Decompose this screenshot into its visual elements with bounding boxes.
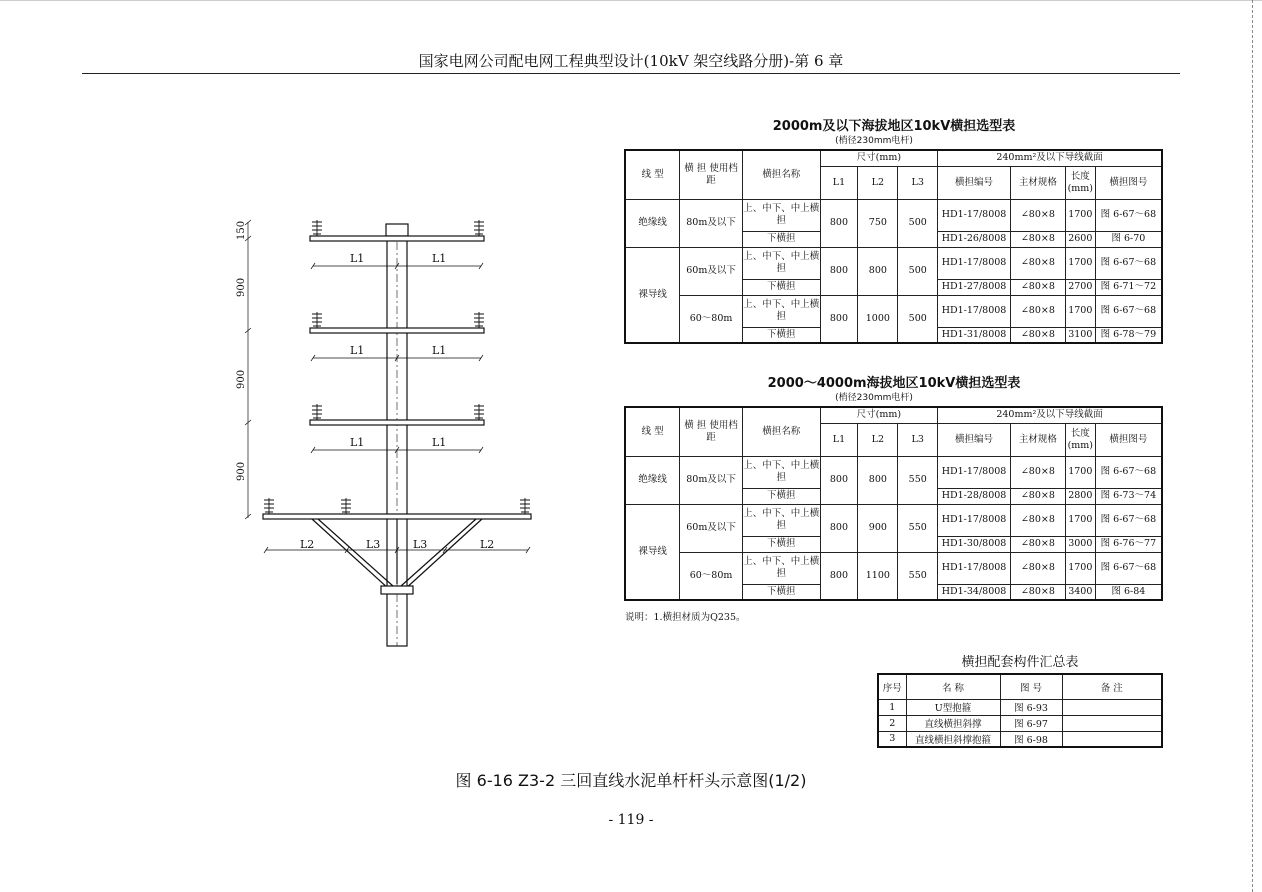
cell-l2: 750 bbox=[858, 199, 898, 247]
sum-cell-name: 直线横担斜撑抱箍 bbox=[906, 731, 1000, 747]
cell-code: HD1-17/8008 bbox=[938, 456, 1011, 488]
summary-table bbox=[877, 673, 1163, 748]
cell-code: HD1-34/8008 bbox=[938, 584, 1011, 600]
crossarm-1 bbox=[310, 236, 484, 241]
cell-name: 下横担 bbox=[742, 536, 820, 552]
th-section: 240mm²及以下导线截面 bbox=[938, 150, 1162, 166]
th-l1: L1 bbox=[820, 166, 858, 199]
cell-length: 1700 bbox=[1065, 247, 1095, 279]
cell-code: HD1-17/8008 bbox=[938, 199, 1011, 231]
crossarm-2 bbox=[310, 328, 484, 333]
sum-cell-no: 3 bbox=[878, 731, 906, 747]
dim-L1-3b: L1 bbox=[432, 436, 447, 449]
cell-type: 裸导线 bbox=[625, 247, 680, 343]
th-line-type: 线 型 bbox=[625, 150, 680, 199]
table-row bbox=[878, 699, 1162, 715]
cell-name: 上、中下、中上横担 bbox=[742, 247, 820, 279]
cell-spec: ∠80×8 bbox=[1010, 231, 1065, 247]
th-name: 横担名称 bbox=[742, 407, 820, 456]
th-section: 240mm²及以下导线截面 bbox=[938, 407, 1162, 423]
cell-spec: ∠80×8 bbox=[1010, 199, 1065, 231]
table-note: 说明：1.横担材质为Q235。 bbox=[625, 612, 746, 623]
cell-drawing: 图 6-71～72 bbox=[1095, 279, 1162, 295]
cell-spec: ∠80×8 bbox=[1010, 327, 1065, 343]
cell-length: 1700 bbox=[1065, 552, 1095, 584]
cell-name: 下横担 bbox=[742, 327, 820, 343]
cell-l1: 800 bbox=[820, 247, 858, 295]
cell-drawing: 图 6-78～79 bbox=[1095, 327, 1162, 343]
cell-length: 3400 bbox=[1065, 584, 1095, 600]
cell-length: 1700 bbox=[1065, 199, 1095, 231]
cell-spec: ∠80×8 bbox=[1010, 504, 1065, 536]
table1-title: 2000m及以下海拔地区10kV横担选型表 bbox=[772, 119, 1016, 134]
cell-spec: ∠80×8 bbox=[1010, 295, 1065, 327]
cell-length: 1700 bbox=[1065, 456, 1095, 488]
sum-cell-remark bbox=[1062, 715, 1162, 731]
page-header: 国家电网公司配电网工程典型设计(10kV 架空线路分册)-第 6 章 bbox=[418, 52, 844, 70]
sum-cell-no: 1 bbox=[878, 699, 906, 715]
figure-caption: 图 6-16 Z3-2 三回直线水泥单杆杆头示意图(1/2) bbox=[455, 771, 807, 790]
cell-code: HD1-28/8008 bbox=[938, 488, 1011, 504]
th-spec: 主材规格 bbox=[1010, 166, 1065, 199]
th-span: 横 担 使用档距 bbox=[680, 407, 743, 456]
th-l1: L1 bbox=[820, 423, 858, 456]
cell-drawing: 图 6-73～74 bbox=[1095, 488, 1162, 504]
cell-l3: 500 bbox=[898, 247, 938, 295]
cell-drawing: 图 6-67～68 bbox=[1095, 199, 1162, 231]
table2-title: 2000～4000m海拔地区10kV横担选型表 bbox=[767, 376, 1021, 391]
cell-span: 60～80m bbox=[680, 295, 743, 343]
page-number: - 119 - bbox=[608, 812, 654, 828]
dim-L2-a: L2 bbox=[300, 538, 315, 551]
cell-l3: 550 bbox=[898, 456, 938, 504]
cell-code: HD1-17/8008 bbox=[938, 552, 1011, 584]
sum-cell-drawing: 图 6-97 bbox=[1000, 715, 1062, 731]
cell-name: 下横担 bbox=[742, 231, 820, 247]
th-line-type: 线 型 bbox=[625, 407, 680, 456]
dim-L2-b: L2 bbox=[480, 538, 495, 551]
cell-l1: 800 bbox=[820, 199, 858, 247]
dim-L1-1a: L1 bbox=[350, 252, 365, 265]
dim-900-2: 900 bbox=[236, 369, 247, 389]
cell-length: 2800 bbox=[1065, 488, 1095, 504]
dim-L3-a: L3 bbox=[366, 538, 381, 551]
sum-cell-drawing: 图 6-93 bbox=[1000, 699, 1062, 715]
cell-drawing: 图 6-70 bbox=[1095, 231, 1162, 247]
brace-clamp bbox=[381, 586, 413, 594]
cell-name: 下横担 bbox=[742, 279, 820, 295]
summary-title: 横担配套构件汇总表 bbox=[961, 655, 1079, 670]
table-row bbox=[625, 199, 1162, 231]
sum-cell-name: U型抱箍 bbox=[906, 699, 1000, 715]
cell-name: 下横担 bbox=[742, 488, 820, 504]
cell-l1: 800 bbox=[820, 504, 858, 552]
cell-spec: ∠80×8 bbox=[1010, 247, 1065, 279]
sum-th-name: 名 称 bbox=[906, 674, 1000, 699]
cell-drawing: 图 6-67～68 bbox=[1095, 504, 1162, 536]
cell-spec: ∠80×8 bbox=[1010, 536, 1065, 552]
dim-L1-2b: L1 bbox=[432, 344, 447, 357]
cell-l3: 500 bbox=[898, 295, 938, 343]
cell-span: 60m及以下 bbox=[680, 504, 743, 552]
cell-code: HD1-17/8008 bbox=[938, 504, 1011, 536]
cell-length: 2600 bbox=[1065, 231, 1095, 247]
cell-span: 60～80m bbox=[680, 552, 743, 600]
cell-span: 60m及以下 bbox=[680, 247, 743, 295]
cell-name: 上、中下、中上横担 bbox=[742, 295, 820, 327]
cell-type: 绝缘线 bbox=[625, 456, 680, 504]
cell-length: 3100 bbox=[1065, 327, 1095, 343]
sum-th-drawing: 图 号 bbox=[1000, 674, 1062, 699]
cell-spec: ∠80×8 bbox=[1010, 456, 1065, 488]
sum-th-no: 序号 bbox=[878, 674, 906, 699]
cell-code: HD1-30/8008 bbox=[938, 536, 1011, 552]
table-row bbox=[878, 715, 1162, 731]
th-spec: 主材规格 bbox=[1010, 423, 1065, 456]
table1-subtitle: (梢径230mm电杆) bbox=[835, 136, 913, 146]
th-drawing: 横担图号 bbox=[1095, 423, 1162, 456]
th-length: 长度 (mm) bbox=[1065, 423, 1095, 456]
header-rule bbox=[82, 73, 1180, 74]
dim-900-3: 900 bbox=[236, 461, 247, 481]
sum-th-remark: 备 注 bbox=[1062, 674, 1162, 699]
th-size: 尺寸(mm) bbox=[820, 407, 938, 423]
dim-L1-1b: L1 bbox=[432, 252, 447, 265]
crossarm-4 bbox=[263, 514, 531, 519]
th-l3: L3 bbox=[898, 423, 938, 456]
cell-l1: 800 bbox=[820, 295, 858, 343]
cell-l2: 800 bbox=[858, 247, 898, 295]
table2 bbox=[624, 406, 1163, 601]
page-top-border bbox=[0, 0, 1262, 1]
cell-l2: 800 bbox=[858, 456, 898, 504]
cell-drawing: 图 6-67～68 bbox=[1095, 456, 1162, 488]
cell-spec: ∠80×8 bbox=[1010, 488, 1065, 504]
table-row bbox=[625, 552, 1162, 584]
th-size: 尺寸(mm) bbox=[820, 150, 938, 166]
cell-spec: ∠80×8 bbox=[1010, 279, 1065, 295]
table-row bbox=[625, 295, 1162, 327]
cell-name: 上、中下、中上横担 bbox=[742, 504, 820, 536]
cell-l3: 550 bbox=[898, 504, 938, 552]
cell-l3: 550 bbox=[898, 552, 938, 600]
cell-drawing: 图 6-67～68 bbox=[1095, 552, 1162, 584]
table-row bbox=[625, 504, 1162, 536]
cell-drawing: 图 6-84 bbox=[1095, 584, 1162, 600]
th-span: 横 担 使用档距 bbox=[680, 150, 743, 199]
sum-cell-no: 2 bbox=[878, 715, 906, 731]
sum-cell-drawing: 图 6-98 bbox=[1000, 731, 1062, 747]
cell-span: 80m及以下 bbox=[680, 199, 743, 247]
th-drawing: 横担图号 bbox=[1095, 166, 1162, 199]
cell-drawing: 图 6-67～68 bbox=[1095, 295, 1162, 327]
cell-type: 裸导线 bbox=[625, 504, 680, 600]
cell-code: HD1-17/8008 bbox=[938, 295, 1011, 327]
th-name: 横担名称 bbox=[742, 150, 820, 199]
th-code: 横担编号 bbox=[938, 166, 1011, 199]
cell-l2: 900 bbox=[858, 504, 898, 552]
cell-length: 3000 bbox=[1065, 536, 1095, 552]
pole-top-cap bbox=[386, 224, 408, 236]
table-row bbox=[878, 731, 1162, 747]
cell-spec: ∠80×8 bbox=[1010, 552, 1065, 584]
cell-length: 2700 bbox=[1065, 279, 1095, 295]
cell-spec: ∠80×8 bbox=[1010, 584, 1065, 600]
cell-code: HD1-27/8008 bbox=[938, 279, 1011, 295]
dim-L1-2a: L1 bbox=[350, 344, 365, 357]
cell-l1: 800 bbox=[820, 552, 858, 600]
th-code: 横担编号 bbox=[938, 423, 1011, 456]
th-length: 长度 (mm) bbox=[1065, 166, 1095, 199]
cell-name: 上、中下、中上横担 bbox=[742, 199, 820, 231]
cell-code: HD1-17/8008 bbox=[938, 247, 1011, 279]
th-l3: L3 bbox=[898, 166, 938, 199]
crossarm-3 bbox=[310, 420, 484, 425]
sum-cell-remark bbox=[1062, 731, 1162, 747]
pole-drawing bbox=[225, 205, 545, 660]
cell-type: 绝缘线 bbox=[625, 199, 680, 247]
cell-name: 上、中下、中上横担 bbox=[742, 456, 820, 488]
table1 bbox=[624, 149, 1163, 344]
table-row bbox=[625, 247, 1162, 279]
dim-900-1: 900 bbox=[236, 277, 247, 297]
th-l2: L2 bbox=[858, 423, 898, 456]
dim-L1-3a: L1 bbox=[350, 436, 365, 449]
dim-150: 150 bbox=[236, 220, 247, 240]
cell-l2: 1100 bbox=[858, 552, 898, 600]
cell-length: 1700 bbox=[1065, 295, 1095, 327]
cell-code: HD1-31/8008 bbox=[938, 327, 1011, 343]
cell-l2: 1000 bbox=[858, 295, 898, 343]
cell-l3: 500 bbox=[898, 199, 938, 247]
cell-name: 上、中下、中上横担 bbox=[742, 552, 820, 584]
table2-subtitle: (梢径230mm电杆) bbox=[835, 393, 913, 403]
cell-code: HD1-26/8008 bbox=[938, 231, 1011, 247]
cell-l1: 800 bbox=[820, 456, 858, 504]
cell-span: 80m及以下 bbox=[680, 456, 743, 504]
sum-cell-name: 直线横担斜撑 bbox=[906, 715, 1000, 731]
table-row bbox=[625, 456, 1162, 488]
th-l2: L2 bbox=[858, 166, 898, 199]
dim-L3-b: L3 bbox=[413, 538, 428, 551]
cell-name: 下横担 bbox=[742, 584, 820, 600]
cell-length: 1700 bbox=[1065, 504, 1095, 536]
cell-drawing: 图 6-67～68 bbox=[1095, 247, 1162, 279]
cell-drawing: 图 6-76～77 bbox=[1095, 536, 1162, 552]
sum-cell-remark bbox=[1062, 699, 1162, 715]
page-right-border bbox=[1252, 0, 1253, 892]
